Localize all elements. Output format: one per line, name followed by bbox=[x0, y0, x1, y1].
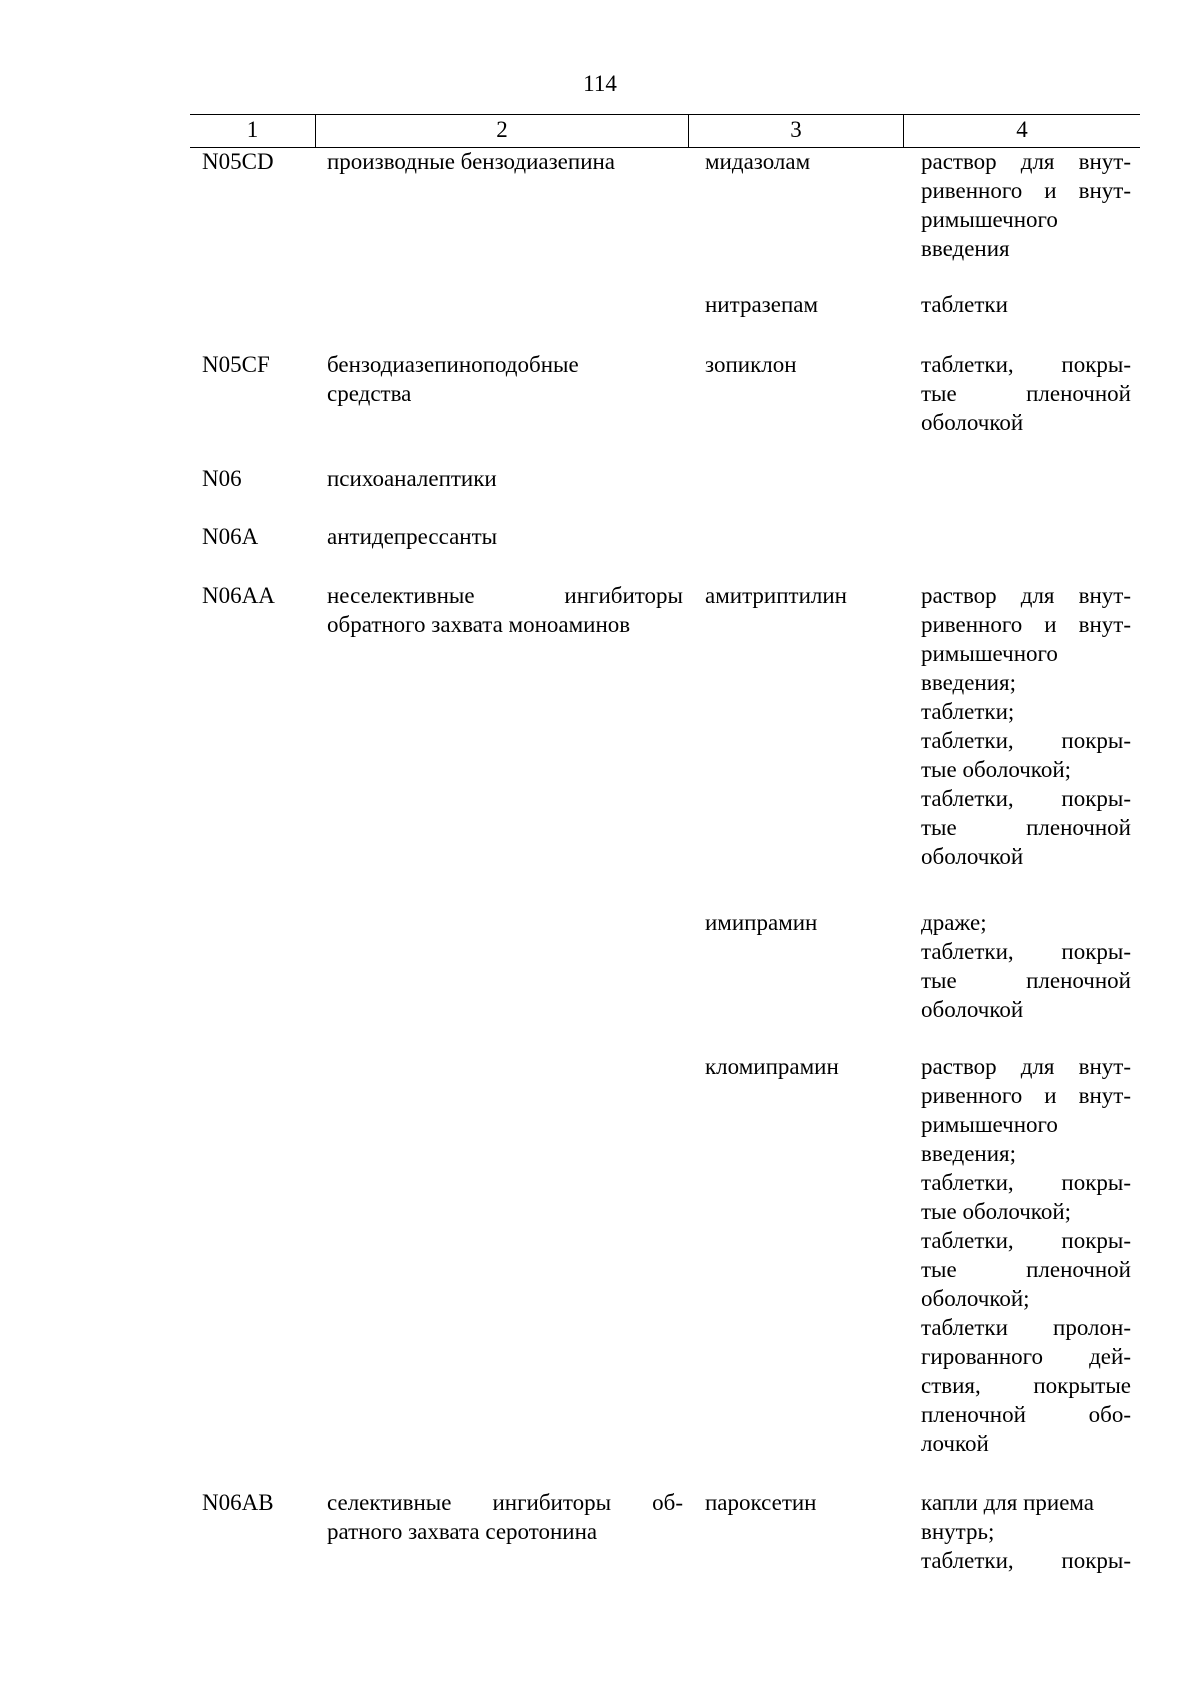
dosage-form-line: римышечного bbox=[921, 1112, 1058, 1137]
drug-name: мидазолам bbox=[705, 149, 811, 174]
dosage-form-line: капли для приема bbox=[921, 1490, 1095, 1515]
dosage-form-line: внутрь; bbox=[921, 1519, 995, 1544]
dosage-form-line: таблетки, покры- bbox=[921, 1228, 1131, 1253]
dosage-forms bbox=[921, 1488, 1131, 1575]
atc-code: N06AB bbox=[202, 1490, 274, 1515]
header-col-4: 4 bbox=[1016, 117, 1028, 142]
pharmacological-group bbox=[327, 147, 683, 176]
header-col-1: 1 bbox=[246, 117, 259, 142]
dosage-form-line: ривенного и внут- bbox=[921, 612, 1131, 637]
atc-code: N06A bbox=[202, 524, 259, 549]
dosage-form-line: таблетки, покры- bbox=[921, 786, 1131, 811]
dosage-form-line: тые пленочной bbox=[921, 381, 1131, 406]
dosage-form-line: драже; bbox=[921, 910, 987, 935]
dosage-form-line: введения; bbox=[921, 670, 1016, 695]
group-line: селективные ингибиторы об- bbox=[327, 1490, 683, 1515]
dosage-form-line: таблетки, покры- bbox=[921, 939, 1131, 964]
dosage-form-line: таблетки пролон- bbox=[921, 1315, 1131, 1340]
atc-code: N06 bbox=[202, 466, 242, 491]
atc-code: N06AA bbox=[202, 583, 275, 608]
dosage-form-line: оболочкой bbox=[921, 844, 1024, 869]
pharmacological-group bbox=[327, 1488, 683, 1546]
dosage-form-line: введения bbox=[921, 236, 1010, 261]
atc-code: N05CD bbox=[202, 149, 274, 174]
dosage-form-line: тые пленочной bbox=[921, 815, 1131, 840]
header-col-3: 3 bbox=[790, 117, 802, 142]
group-line: психоаналептики bbox=[327, 466, 497, 491]
dosage-form-line: таблетки bbox=[921, 292, 1008, 317]
dosage-form-line: ривенного и внут- bbox=[921, 1083, 1131, 1108]
dosage-forms bbox=[921, 908, 1131, 1024]
dosage-form-line: ствия, покрытые bbox=[921, 1373, 1131, 1398]
pharmacological-group bbox=[327, 581, 683, 639]
page-number: 114 bbox=[583, 71, 617, 96]
drug-name: пароксетин bbox=[705, 1490, 817, 1515]
group-line: неселективные ингибиторы bbox=[327, 583, 683, 608]
drug-name: кломипрамин bbox=[705, 1054, 839, 1079]
group-line: средства bbox=[327, 381, 412, 406]
drug-name: нитразепам bbox=[705, 292, 819, 317]
header-col-2: 2 bbox=[496, 117, 508, 142]
dosage-forms bbox=[921, 350, 1131, 437]
dosage-form-line: тые пленочной bbox=[921, 968, 1131, 993]
dosage-form-line: лочкой bbox=[921, 1431, 989, 1456]
dosage-form-line: оболочкой bbox=[921, 410, 1024, 435]
drug-name: амитриптилин bbox=[705, 583, 847, 608]
dosage-forms bbox=[921, 290, 1131, 319]
dosage-form-line: римышечного bbox=[921, 641, 1058, 666]
dosage-form-line: раствор для внут- bbox=[921, 1054, 1131, 1079]
pharmacological-group bbox=[327, 522, 683, 551]
dosage-form-line: тые пленочной bbox=[921, 1257, 1131, 1282]
dosage-form-line: гированного дей- bbox=[921, 1344, 1131, 1369]
dosage-form-line: введения; bbox=[921, 1141, 1016, 1166]
dosage-form-line: оболочкой bbox=[921, 997, 1024, 1022]
dosage-form-line: раствор для внут- bbox=[921, 149, 1131, 174]
pharmacological-group bbox=[327, 464, 683, 493]
dosage-form-line: тые оболочкой; bbox=[921, 757, 1072, 782]
dosage-forms bbox=[921, 147, 1131, 263]
drug-name: имипрамин bbox=[705, 910, 818, 935]
group-line: бензодиазепиноподобные bbox=[327, 352, 579, 377]
table-header bbox=[190, 114, 1140, 148]
dosage-form-line: пленочной обо- bbox=[921, 1402, 1131, 1427]
dosage-form-line: таблетки, покры- bbox=[921, 352, 1131, 377]
dosage-forms bbox=[921, 1052, 1131, 1458]
dosage-form-line: тые оболочкой; bbox=[921, 1199, 1072, 1224]
dosage-form-line: раствор для внут- bbox=[921, 583, 1131, 608]
dosage-form-line: оболочкой; bbox=[921, 1286, 1030, 1311]
dosage-form-line: таблетки, покры- bbox=[921, 1548, 1131, 1573]
dosage-form-line: таблетки; bbox=[921, 699, 1015, 724]
group-line: ратного захвата серотонина bbox=[327, 1519, 598, 1544]
dosage-form-line: таблетки, покры- bbox=[921, 1170, 1131, 1195]
pharmacological-group bbox=[327, 350, 683, 408]
group-line: производные бензодиазепина bbox=[327, 149, 616, 174]
group-line: антидепрессанты bbox=[327, 524, 498, 549]
dosage-form-line: таблетки, покры- bbox=[921, 728, 1131, 753]
drug-name: зопиклон bbox=[705, 352, 797, 377]
group-line: обратного захвата моноаминов bbox=[327, 612, 631, 637]
dosage-forms bbox=[921, 581, 1131, 871]
dosage-form-line: ривенного и внут- bbox=[921, 178, 1131, 203]
dosage-form-line: римышечного bbox=[921, 207, 1058, 232]
atc-code: N05CF bbox=[202, 352, 270, 377]
